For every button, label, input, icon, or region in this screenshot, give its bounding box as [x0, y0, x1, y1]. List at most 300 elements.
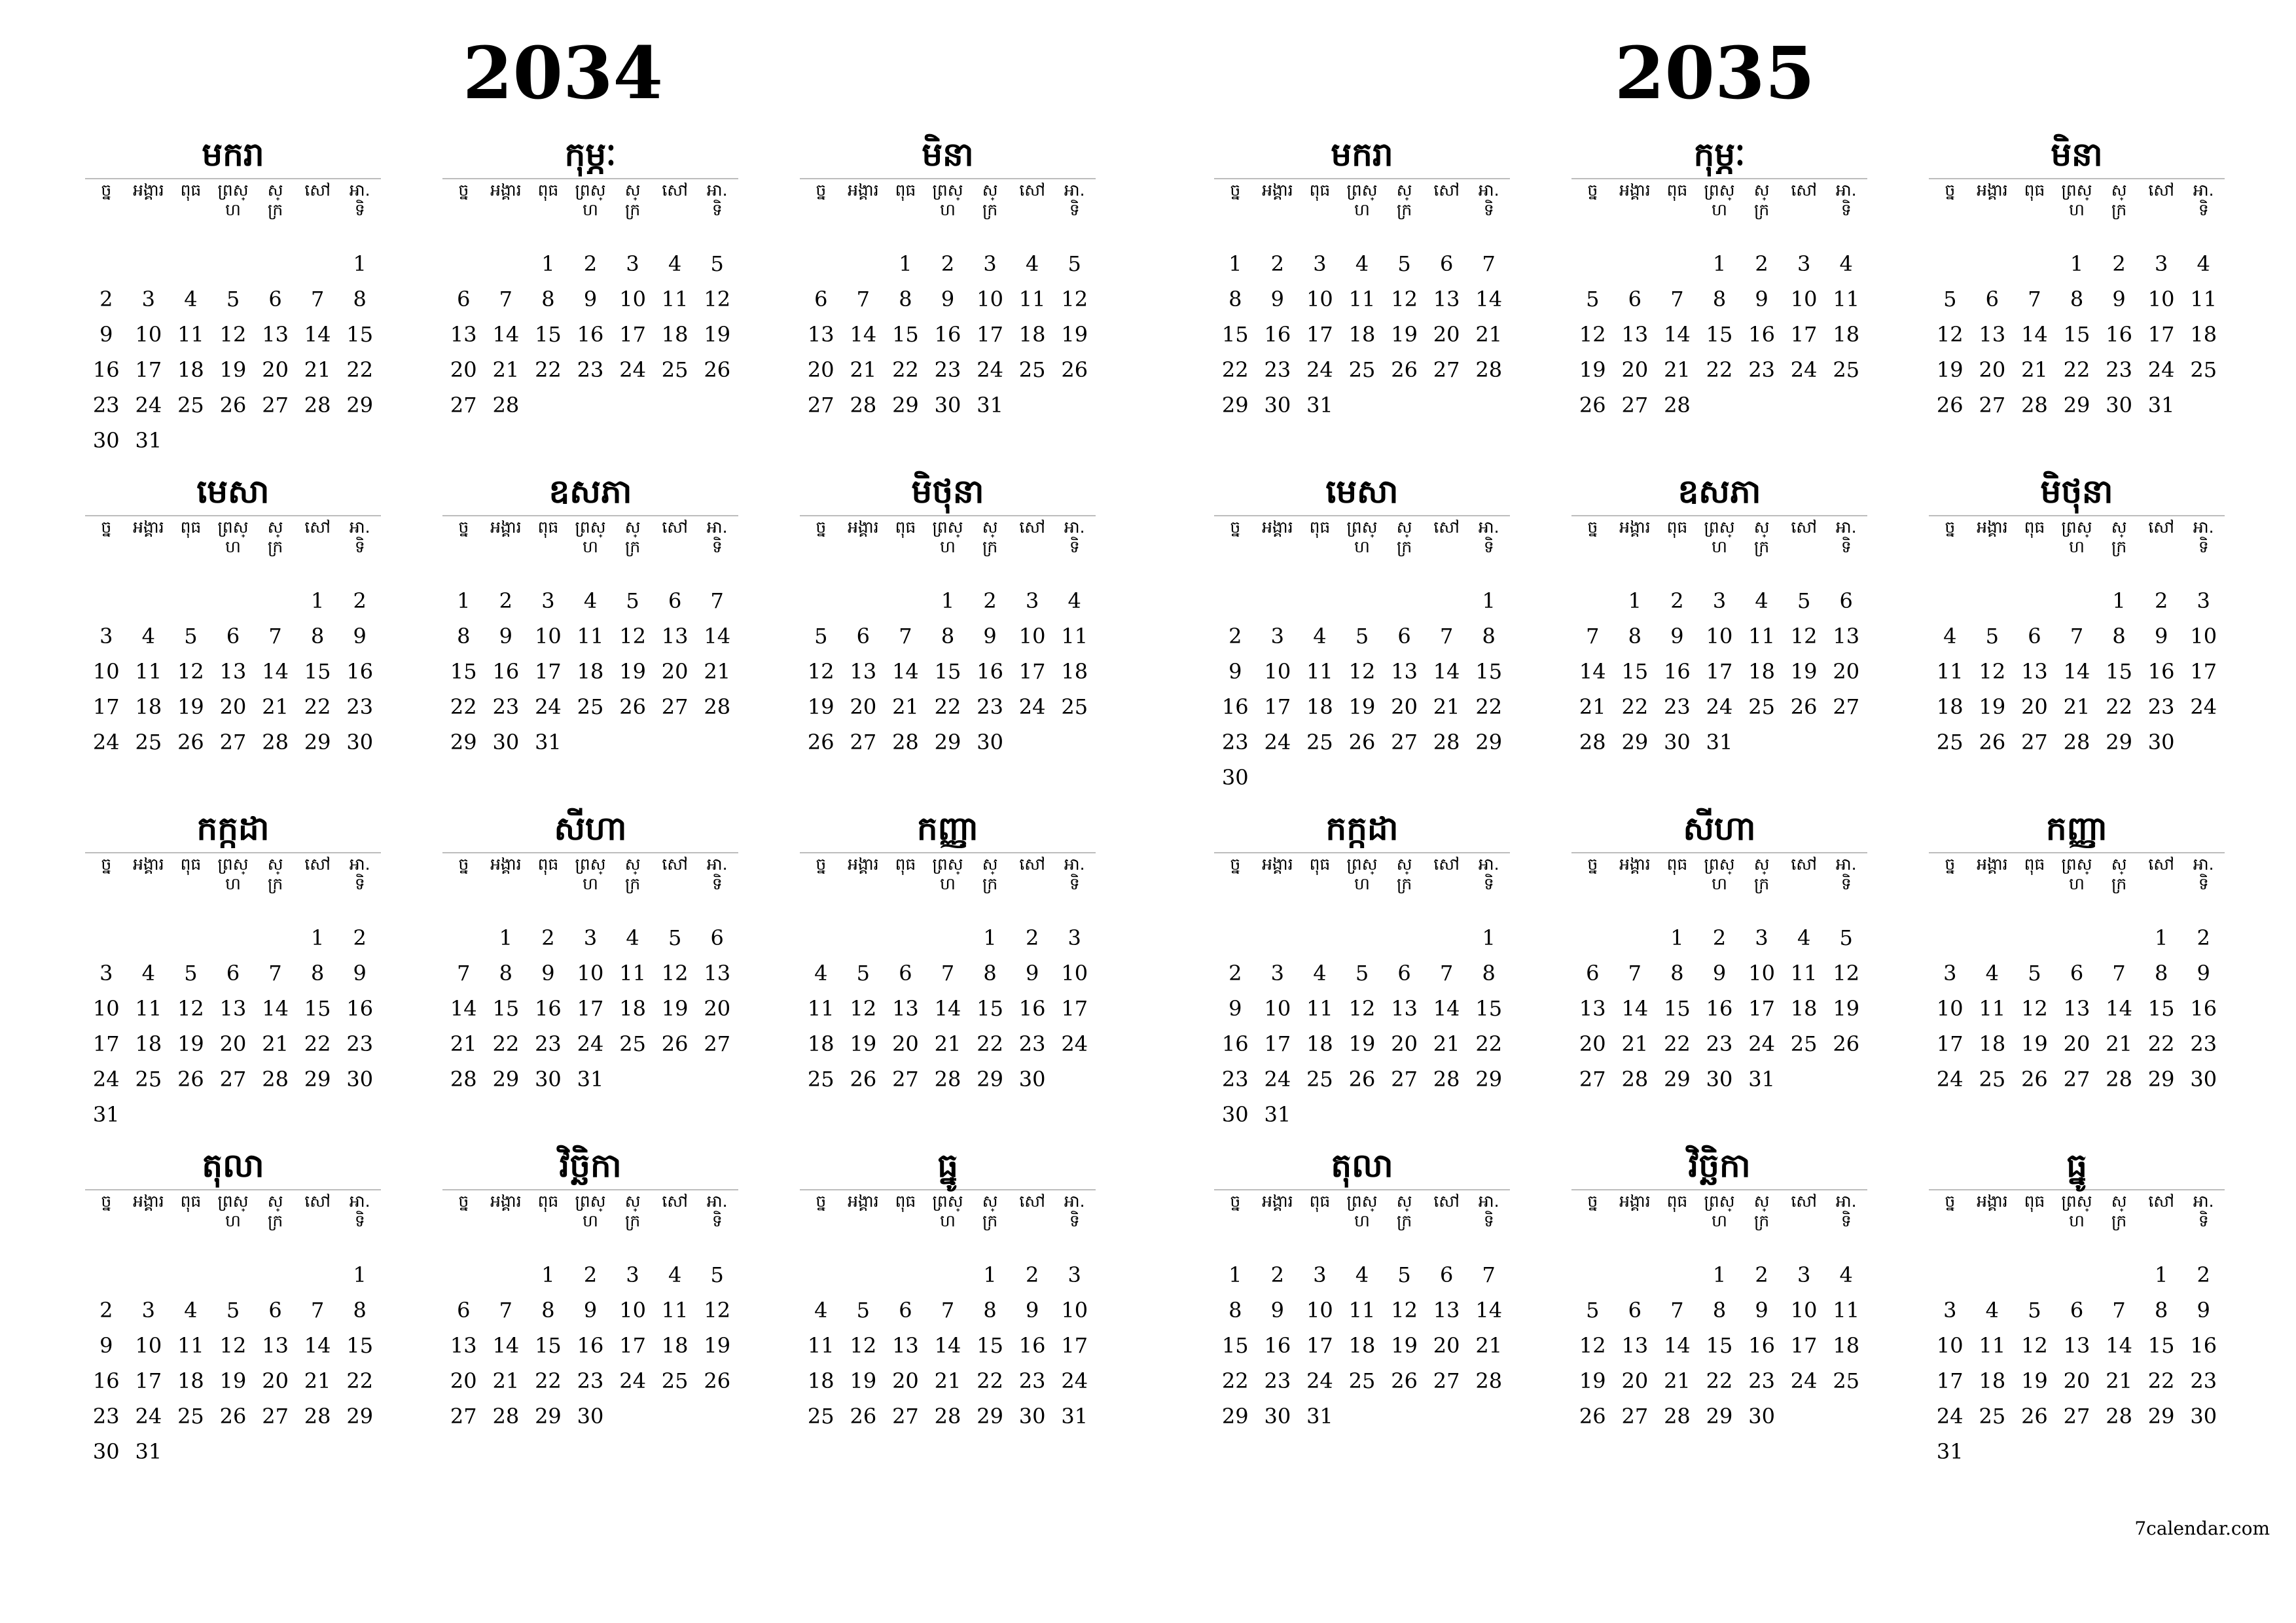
day-cell: 27: [892, 1067, 919, 1092]
day-cell: 28: [934, 1404, 961, 1429]
day-cell: 28: [262, 730, 289, 755]
weekday-label: ស្ ក្រ: [982, 855, 998, 893]
day-cell: 21: [2063, 694, 2090, 719]
day-cell: 29: [304, 730, 331, 755]
day-cell: 28: [1475, 1368, 1503, 1393]
day-cell: 9: [1270, 1298, 1285, 1323]
day-cell: 26: [704, 1368, 731, 1393]
weekday-label: អង្គារ: [1262, 518, 1293, 537]
day-cell: 26: [1348, 730, 1376, 755]
weekday-label: សៅ: [1433, 518, 1460, 537]
day-cell: 25: [1348, 357, 1376, 382]
day-cell: 29: [346, 1404, 374, 1429]
day-cell: 21: [2021, 357, 2048, 382]
day-cell: 8: [1670, 961, 1684, 986]
day-cell: 18: [807, 1031, 834, 1056]
day-cell: 25: [661, 357, 689, 382]
day-cell: 7: [268, 624, 282, 649]
weekday-label: អា. ទិ: [1835, 1192, 1857, 1230]
empty-cell: [254, 1257, 296, 1293]
day-cell: 27: [1621, 1404, 1649, 1429]
day-cell: 23: [1018, 1368, 1046, 1393]
day-cell: 24: [577, 1031, 604, 1056]
day-cell: 20: [807, 357, 834, 382]
day-cell: 12: [661, 961, 689, 986]
weekday-label: ព្រស្ ហ: [217, 518, 249, 556]
day-cell: 30: [1706, 1067, 1733, 1092]
day-cell: 18: [135, 1031, 162, 1056]
day-cell: 23: [1221, 1067, 1249, 1092]
month-2034-11: [442, 1142, 738, 1469]
weekday-label: ស្ ក្រ: [624, 181, 641, 219]
day-cell: 29: [1621, 730, 1649, 755]
day-grid: [1929, 920, 2225, 1097]
weekday-label: ស្ ក្រ: [1396, 181, 1412, 219]
month-name: មេសា: [85, 468, 381, 516]
day-cell: 24: [1264, 1067, 1291, 1092]
month-name: វិច្ឆិកា: [442, 1142, 738, 1190]
day-cell: 18: [1306, 1031, 1333, 1056]
day-cell: 29: [450, 730, 477, 755]
day-cell: 29: [1706, 1404, 1733, 1429]
day-cell: 14: [850, 322, 877, 347]
day-cell: 4: [1355, 251, 1369, 276]
day-cell: 29: [2147, 1067, 2175, 1092]
day-cell: 11: [1979, 996, 2006, 1021]
day-cell: 22: [2106, 694, 2132, 719]
day-cell: 16: [1748, 322, 1775, 347]
day-cell: 14: [262, 659, 289, 684]
day-cell: 30: [1264, 393, 1291, 418]
month-name: សីហា: [1571, 805, 1867, 853]
empty-cell: [1929, 1257, 1971, 1293]
weekday-label: អង្គារ: [1977, 1192, 2008, 1211]
day-cell: 9: [2197, 961, 2210, 986]
day-cell: 30: [1018, 1067, 1046, 1092]
empty-cell: [442, 1257, 485, 1293]
day-grid: [442, 583, 738, 760]
day-cell: 10: [135, 322, 162, 347]
day-cell: 4: [1839, 1262, 1853, 1287]
empty-cell: [212, 246, 255, 281]
day-cell: 16: [2190, 996, 2217, 1021]
day-cell: 7: [310, 287, 325, 312]
empty-cell: [1257, 920, 1299, 955]
day-cell: 24: [1061, 1031, 1088, 1056]
day-cell: 10: [535, 624, 562, 649]
day-cell: 5: [184, 624, 198, 649]
day-cell: 1: [457, 588, 471, 613]
day-cell: 7: [1482, 251, 1496, 276]
month-name: កញ្ញា: [1929, 805, 2225, 853]
day-grid: [1929, 583, 2225, 760]
day-cell: 29: [2147, 1404, 2175, 1429]
day-cell: 20: [1621, 357, 1649, 382]
day-cell: 25: [661, 1368, 689, 1393]
weekday-label: សៅ: [1019, 518, 1046, 537]
day-cell: 20: [262, 357, 289, 382]
weekday-label: ស្ ក្រ: [982, 1192, 998, 1230]
weekday-label: ពុធ: [1309, 181, 1331, 200]
day-cell: 24: [1748, 1031, 1775, 1056]
day-cell: 15: [1221, 322, 1249, 347]
day-cell: 25: [1306, 730, 1333, 755]
day-cell: 17: [1936, 1031, 1964, 1056]
day-cell: 27: [850, 730, 877, 755]
weekday-label: ស្ ក្រ: [2111, 181, 2127, 219]
day-cell: 25: [577, 694, 604, 719]
day-cell: 12: [1061, 287, 1088, 312]
day-cell: 21: [1433, 694, 1460, 719]
day-cell: 24: [2190, 694, 2217, 719]
empty-cell: [1571, 1257, 1614, 1293]
day-cell: 23: [934, 357, 961, 382]
day-cell: 3: [1067, 1262, 1081, 1287]
day-cell: 18: [1748, 659, 1775, 684]
empty-cell: [1971, 583, 2014, 618]
day-cell: 12: [1391, 287, 1418, 312]
empty-cell: [927, 920, 969, 955]
empty-cell: [212, 1257, 255, 1293]
day-cell: 27: [1433, 1368, 1460, 1393]
day-cell: 2: [1270, 251, 1285, 276]
day-cell: 20: [1391, 694, 1418, 719]
weekday-label: អា. ទិ: [706, 181, 728, 219]
weekday-label: ព្រស្ ហ: [1704, 181, 1735, 219]
day-cell: 30: [1221, 765, 1249, 790]
day-cell: 4: [184, 287, 198, 312]
day-cell: 14: [1621, 996, 1649, 1021]
empty-cell: [254, 246, 296, 281]
month-2034-1: [85, 131, 381, 458]
day-cell: 30: [1018, 1404, 1046, 1429]
weekday-label: អា. ទិ: [1064, 1192, 1085, 1230]
day-cell: 15: [1664, 996, 1691, 1021]
weekday-label: ព្រស្ ហ: [1346, 518, 1378, 556]
day-cell: 18: [1979, 1031, 2006, 1056]
day-cell: 30: [1664, 730, 1691, 755]
day-cell: 11: [807, 996, 834, 1021]
day-cell: 1: [1712, 251, 1727, 276]
day-cell: 21: [1664, 1368, 1691, 1393]
day-cell: 3: [2154, 251, 2168, 276]
day-cell: 21: [704, 659, 731, 684]
day-cell: 6: [268, 287, 282, 312]
weekday-label: ព្រស្ ហ: [1346, 855, 1378, 893]
day-cell: 25: [2190, 357, 2217, 382]
day-cell: 9: [2154, 624, 2168, 649]
day-cell: 12: [219, 1333, 247, 1358]
weekday-label: ស្ ក្រ: [267, 518, 283, 556]
weekday-label: អង្គារ: [1262, 855, 1293, 874]
day-cell: 8: [1229, 287, 1242, 312]
weekday-header: [1571, 1190, 1867, 1257]
day-cell: 22: [2147, 1368, 2175, 1393]
empty-cell: [884, 920, 927, 955]
day-cell: 14: [304, 322, 331, 347]
day-cell: 10: [977, 287, 1003, 312]
day-cell: 6: [1985, 287, 2000, 312]
day-cell: 12: [704, 287, 731, 312]
day-cell: 17: [135, 1368, 162, 1393]
day-cell: 16: [1748, 1333, 1775, 1358]
day-cell: 5: [814, 624, 828, 649]
day-cell: 7: [1670, 1298, 1684, 1323]
year-title-2034: 2034: [462, 31, 664, 115]
day-cell: 20: [1433, 322, 1460, 347]
day-cell: 3: [1943, 961, 1957, 986]
day-cell: 25: [1348, 1368, 1376, 1393]
weekday-label: ស្ ក្រ: [2111, 518, 2127, 556]
year-title-2035: 2035: [1614, 31, 1816, 115]
weekday-label: សៅ: [1433, 181, 1460, 200]
empty-cell: [1656, 246, 1698, 281]
weekday-header: [800, 516, 1096, 583]
weekday-label: អា. ទិ: [1064, 518, 1085, 556]
day-cell: 17: [92, 1031, 120, 1056]
day-cell: 30: [346, 1067, 374, 1092]
day-cell: 3: [2197, 588, 2210, 613]
day-cell: 29: [1221, 393, 1249, 418]
day-cell: 27: [219, 1067, 247, 1092]
day-cell: 25: [1936, 730, 1964, 755]
day-cell: 21: [934, 1031, 961, 1056]
weekday-label: អា. ទិ: [1835, 181, 1857, 219]
day-cell: 7: [1439, 624, 1454, 649]
day-cell: 2: [353, 925, 367, 950]
day-cell: 23: [977, 694, 1003, 719]
day-cell: 3: [1270, 624, 1285, 649]
day-cell: 31: [1706, 730, 1733, 755]
weekday-header: [1571, 853, 1867, 920]
empty-cell: [1929, 920, 1971, 955]
weekday-header: [800, 853, 1096, 920]
day-cell: 26: [1061, 357, 1088, 382]
weekday-label: ច្ន: [816, 181, 827, 200]
weekday-label: សៅ: [1791, 855, 1818, 874]
weekday-header: [1214, 179, 1510, 246]
day-cell: 29: [304, 1067, 331, 1092]
day-grid: [1214, 583, 1510, 795]
day-cell: 27: [704, 1031, 731, 1056]
day-cell: 6: [268, 1298, 282, 1323]
day-cell: 23: [577, 1368, 604, 1393]
day-cell: 24: [1264, 730, 1291, 755]
day-cell: 30: [2190, 1067, 2217, 1092]
day-cell: 6: [1628, 287, 1642, 312]
day-cell: 5: [1985, 624, 2000, 649]
day-grid: [800, 246, 1096, 423]
day-cell: 21: [850, 357, 877, 382]
weekday-label: អង្គារ: [1262, 1192, 1293, 1211]
day-cell: 20: [450, 357, 477, 382]
day-cell: 3: [583, 925, 598, 950]
day-cell: 17: [1061, 1333, 1088, 1358]
day-cell: 29: [1475, 1067, 1503, 1092]
day-cell: 5: [1586, 287, 1600, 312]
day-cell: 28: [450, 1067, 477, 1092]
day-cell: 13: [262, 322, 289, 347]
day-cell: 17: [92, 694, 120, 719]
day-cell: 1: [2070, 251, 2084, 276]
empty-cell: [1341, 920, 1384, 955]
day-cell: 15: [1475, 996, 1503, 1021]
day-cell: 11: [619, 961, 646, 986]
day-cell: 3: [1755, 925, 1768, 950]
day-cell: 29: [2063, 393, 2090, 418]
day-cell: 9: [99, 1333, 113, 1358]
day-cell: 7: [2112, 1298, 2126, 1323]
day-cell: 26: [1391, 1368, 1418, 1393]
day-cell: 21: [892, 694, 919, 719]
day-cell: 17: [1061, 996, 1088, 1021]
day-cell: 27: [262, 393, 289, 418]
day-cell: 13: [892, 1333, 919, 1358]
day-cell: 31: [1306, 1404, 1333, 1429]
day-cell: 26: [2021, 1067, 2048, 1092]
weekday-label: អា. ទិ: [1478, 181, 1499, 219]
day-cell: 22: [934, 694, 961, 719]
day-cell: 8: [457, 624, 471, 649]
day-cell: 25: [177, 393, 204, 418]
day-cell: 17: [1018, 659, 1046, 684]
weekday-label: ស្ ក្រ: [1396, 855, 1412, 893]
day-cell: 8: [983, 961, 997, 986]
day-cell: 13: [661, 624, 689, 649]
day-cell: 23: [1221, 730, 1249, 755]
day-cell: 23: [492, 694, 520, 719]
weekday-label: ច្ន: [1587, 181, 1598, 200]
day-cell: 2: [353, 588, 367, 613]
day-cell: 7: [268, 961, 282, 986]
day-cell: 21: [492, 1368, 520, 1393]
day-cell: 7: [499, 1298, 513, 1323]
day-cell: 31: [135, 1439, 162, 1464]
day-cell: 13: [2063, 996, 2090, 1021]
day-cell: 5: [184, 961, 198, 986]
weekday-label: អា. ទិ: [2193, 518, 2214, 556]
day-cell: 4: [1839, 251, 1853, 276]
day-cell: 7: [1586, 624, 1600, 649]
weekday-label: ពុធ: [2024, 855, 2045, 874]
month-name: មិនា: [800, 131, 1096, 179]
weekday-label: ច្ន: [1230, 518, 1241, 537]
day-cell: 1: [310, 588, 325, 613]
day-cell: 8: [1229, 1298, 1242, 1323]
day-cell: 26: [1790, 694, 1818, 719]
day-cell: 15: [892, 322, 919, 347]
day-cell: 14: [1475, 1298, 1503, 1323]
weekday-label: ពុធ: [1666, 855, 1688, 874]
day-cell: 3: [1797, 251, 1811, 276]
weekday-label: ព្រស្ ហ: [2061, 855, 2092, 893]
empty-cell: [1971, 1257, 2014, 1293]
day-cell: 6: [2070, 961, 2084, 986]
day-cell: 19: [177, 694, 204, 719]
day-cell: 30: [577, 1404, 604, 1429]
day-cell: 30: [2190, 1404, 2217, 1429]
day-cell: 16: [346, 996, 374, 1021]
day-cell: 9: [353, 624, 367, 649]
day-cell: 9: [1025, 961, 1039, 986]
weekday-label: ច្ន: [458, 855, 469, 874]
day-cell: 6: [710, 925, 724, 950]
day-cell: 12: [1391, 1298, 1418, 1323]
month-name: មករា: [1214, 131, 1510, 179]
day-cell: 2: [1755, 251, 1768, 276]
day-cell: 25: [177, 1404, 204, 1429]
day-cell: 3: [1712, 588, 1727, 613]
day-cell: 26: [219, 393, 247, 418]
day-cell: 7: [1628, 961, 1642, 986]
month-2035-6: [1929, 468, 2225, 795]
day-cell: 10: [1790, 1298, 1818, 1323]
weekday-label: អា. ទិ: [349, 1192, 370, 1230]
empty-cell: [842, 246, 885, 281]
day-cell: 5: [1355, 624, 1369, 649]
day-cell: 30: [934, 393, 961, 418]
day-cell: 27: [219, 730, 247, 755]
month-2034-9: [800, 805, 1096, 1132]
empty-cell: [1929, 246, 1971, 281]
day-cell: 15: [977, 996, 1003, 1021]
weekday-label: ស្ ក្រ: [624, 518, 641, 556]
day-cell: 8: [941, 624, 955, 649]
day-cell: 12: [2021, 996, 2048, 1021]
day-cell: 2: [1270, 1262, 1285, 1287]
day-cell: 2: [541, 925, 555, 950]
empty-cell: [884, 1257, 927, 1293]
day-cell: 20: [1979, 357, 2006, 382]
day-cell: 8: [1712, 287, 1727, 312]
day-cell: 8: [353, 287, 367, 312]
day-cell: 12: [619, 624, 646, 649]
day-cell: 12: [1979, 659, 2006, 684]
empty-cell: [254, 583, 296, 618]
day-cell: 28: [1579, 730, 1606, 755]
day-cell: 9: [1755, 287, 1768, 312]
weekday-label: អង្គារ: [1619, 518, 1651, 537]
day-cell: 17: [1706, 659, 1733, 684]
day-cell: 4: [1755, 588, 1768, 613]
day-cell: 8: [899, 287, 912, 312]
empty-cell: [1929, 583, 1971, 618]
day-cell: 4: [2197, 251, 2210, 276]
month-name: មិថុនា: [1929, 468, 2225, 516]
day-cell: 15: [346, 322, 374, 347]
day-cell: 11: [135, 659, 162, 684]
weekday-label: អា. ទិ: [2193, 1192, 2214, 1230]
day-cell: 12: [1833, 961, 1860, 986]
day-cell: 1: [1628, 588, 1642, 613]
day-cell: 1: [2112, 588, 2126, 613]
weekday-header: [85, 1190, 381, 1257]
day-cell: 27: [1979, 393, 2006, 418]
day-cell: 11: [2190, 287, 2217, 312]
day-cell: 25: [1748, 694, 1775, 719]
day-cell: 1: [1712, 1262, 1727, 1287]
day-cell: 26: [661, 1031, 689, 1056]
day-cell: 20: [262, 1368, 289, 1393]
day-cell: 8: [310, 961, 325, 986]
day-cell: 11: [1348, 287, 1376, 312]
day-cell: 10: [619, 1298, 646, 1323]
empty-cell: [296, 246, 339, 281]
day-cell: 22: [977, 1031, 1003, 1056]
day-cell: 11: [661, 287, 689, 312]
day-cell: 2: [583, 1262, 598, 1287]
empty-cell: [170, 920, 212, 955]
